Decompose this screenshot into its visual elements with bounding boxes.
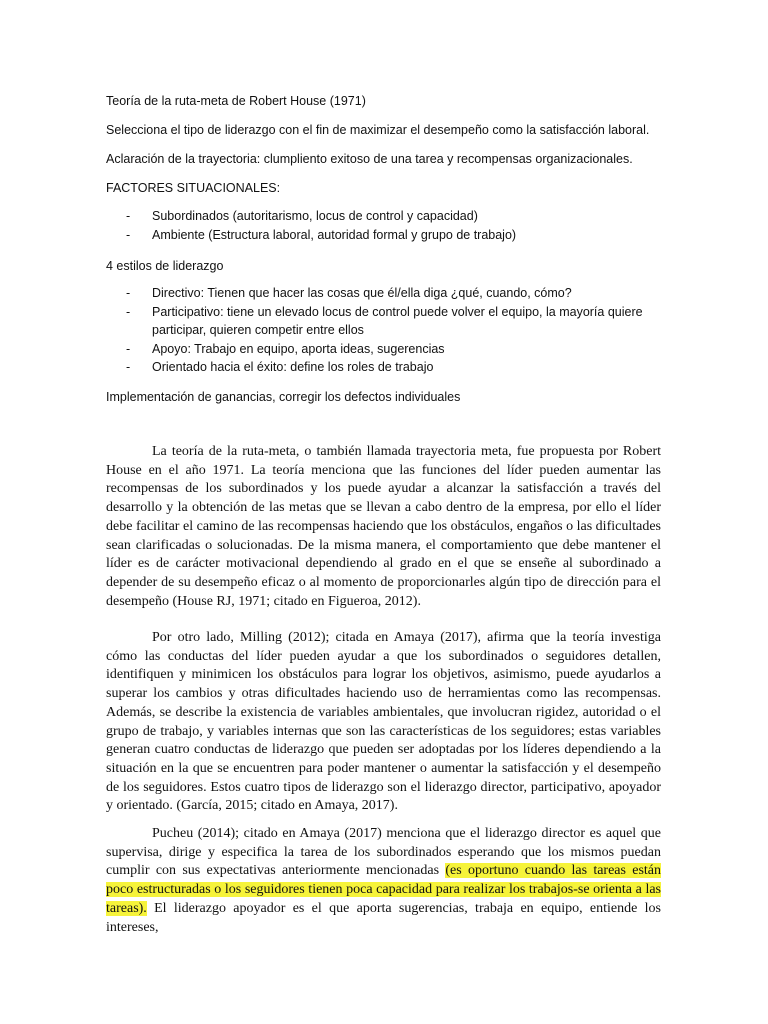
paragraph-2: Por otro lado, Milling (2012); citada en Amaya (2017), afirma que la teoría investiga cómo las conductas del líder pueden ayudar a que los subordinados o seguidores detallen, identifiquen y minimicen los obstáculos para lograr los objetivos, asimismo, puede ayudarlos a superar los cambios y otras dificultades haciendo uso de herramientas como las recompensas. Además, se describe la existencia de variables ambientales, que involucran rigidez, autoridad o el grupo de trabajo, y variables internas que son las características de los seguidores; estas variables generan cuatro conductas de liderazgo que pueden ser adoptadas por los líderes dependiendo a la situación en la que se encuentren para poder mantener o aumentar la satisfacción y el desempeño de los seguidores. Estos cuatro tipos de liderazgo son el liderazgo director, participativo, apoyador y orientado. (García, 2015; citado en Amaya, 2017). xyxy=(106,630,661,814)
highlighted-text: (es oportuno cuando las tareas están poco estructuradas o los seguidores tienen poca capacidad para realizar los trabajos-se orienta a las tareas). xyxy=(106,863,661,916)
implementacion-line: Implementación de ganancias, corregir los defectos individuales xyxy=(106,390,461,404)
factores-list xyxy=(126,207,686,244)
estilos-list xyxy=(126,284,686,377)
bullet-dash: - xyxy=(126,360,131,374)
paragraph-3: Pucheu (2014); citado en Amaya (2017) menciona que el liderazgo director es aquel que supervisa, dirige y especifica la tarea de los subordinados esperando que los mismos puedan cumplir con sus expectativas anteriormente mencionadas (es oportuno cuando las tareas están poco estructuradas o los seguidores tienen poca capacidad para realizar los trabajos-se orienta a las tareas). El liderazgo apoyador es el que aporta sugerencias, trabaja en equipo, entiende los intereses, xyxy=(106,826,661,935)
bullet-dash: - xyxy=(126,227,131,242)
list-item: - Participativo: tiene un elevado locus de control puede volver el equipo, la mayoría quiere participar, quieren competir entre ellos xyxy=(126,304,643,337)
list-item: - Apoyo: Trabajo en equipo, aporta ideas, sugerencias xyxy=(126,340,686,359)
summary-line-clarification: Aclaración de la trayectoria: clumpliento exitoso de una tarea y recompensas organizacionales. xyxy=(106,152,633,166)
bullet-dash: - xyxy=(126,341,131,356)
paragraph-1: La teoría de la ruta-meta, o también llamada trayectoria meta, fue propuesta por Robert House en el año 1971. La teoría menciona que las funciones del líder pueden aumentar las recompensas de los subordinados y los puede ayudar a alcanzar la satisfacción a través del desarrollo y la obtención de las metas que se llevan a cabo dentro de la empresa, por ello el líder debe facilitar el camino de las recompensas haciendo que los obstáculos, engaños o las dificultades sean clarificadas o solucionadas. De la misma manera, el comportamiento que debe mantener el líder es de carácter motivacional dependiendo al grado en el que se enseñe al subordinado a depender de su desempeño eficaz o al momento de proporcionarles algún tipo de dirección para el desempeño (House RJ, 1971; citado en Figueroa, 2012). xyxy=(106,444,661,609)
bullet-dash: - xyxy=(126,209,131,223)
bullet-dash: - xyxy=(126,286,131,300)
estilos-heading: 4 estilos de liderazgo xyxy=(106,259,224,273)
list-item: - Subordinados (autoritarismo, locus de control y capacidad) xyxy=(126,207,686,226)
summary-line-objective: Selecciona el tipo de liderazgo con el fin de maximizar el desempeño como la satisfacción laboral. xyxy=(106,123,650,137)
list-item: - Ambiente (Estructura laboral, autoridad formal y grupo de trabajo) xyxy=(126,226,686,245)
list-item: - Orientado hacia el éxito: define los roles de trabajo xyxy=(126,358,686,377)
bullet-dash: - xyxy=(126,304,131,319)
factores-heading: FACTORES SITUACIONALES: xyxy=(106,181,281,195)
document-title: Teoría de la ruta-meta de Robert House (1971) xyxy=(106,94,366,108)
list-item: - Directivo: Tienen que hacer las cosas que él/ella diga ¿qué, cuando, cómo? xyxy=(126,284,686,303)
